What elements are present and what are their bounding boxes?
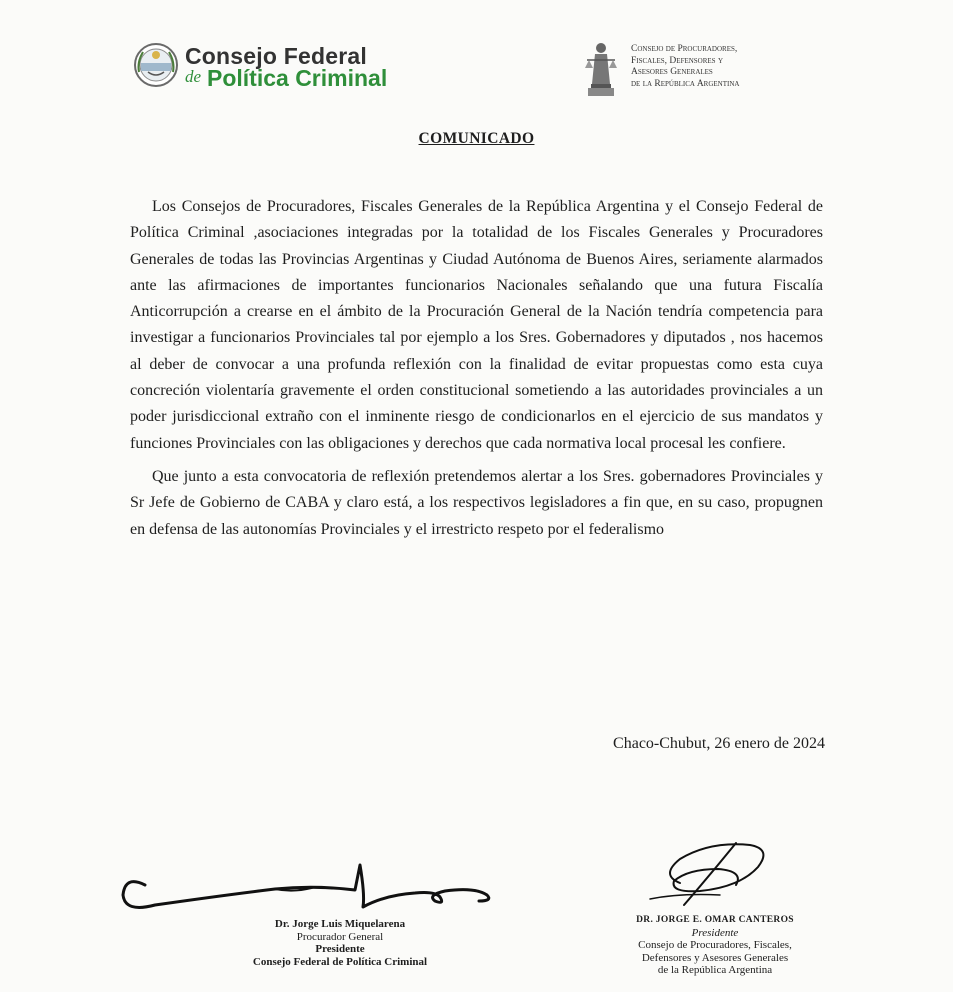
signature-left <box>220 918 460 968</box>
signature-left-graphic <box>115 855 505 920</box>
right-logo-line: Asesores Generales <box>631 67 713 77</box>
document-body <box>130 194 823 543</box>
consejo-procuradores-text <box>631 44 739 90</box>
document-title: COMUNICADO <box>418 130 535 147</box>
paragraph: Que junto a esta convocatoria de reflexión pretendemos alertar a los Sres. gobernadores Provinciales y Sr Jefe de Gobierno de CABA y claro está, a los respectivos legisladores a fin que, en su caso, propugnen en defensa de las autonomías Provinciales y el irrestricto respeto por el federalismo <box>130 467 823 538</box>
consejo-procuradores-logo <box>583 40 813 100</box>
signer-org-line: Defensores y Asesores Generales <box>641 951 789 964</box>
logo-line-1: Consejo Federal <box>185 43 367 69</box>
signer-org-line: Consejo de Procuradores, Fiscales, <box>638 939 792 951</box>
right-logo-line: Consejo de Procuradores, <box>631 44 738 54</box>
signer-title: Presidente <box>315 943 365 955</box>
logo-de: de <box>185 67 202 86</box>
signature-right <box>590 914 840 977</box>
paragraph: Los Consejos de Procuradores, Fiscales Generales de la República Argentina y el Consejo Federal de Política Criminal ,asociaciones integradas por la totalidad de los Fiscales Generales y Procuradores Generales de todas las Provincias Argentinas y Ciudad Autónoma de Buenos Aires, seriamente alarmados ante las afirmaciones de importantes funcionarios Nacionales señalando que una futura Fiscalía Anticorrupción a crearse en el ámbito de la Procuración General de la Nación tendría competencia para investigar a funcionarios Provinciales tal por ejemplo a los Sres. Gobernadores y diputados , nos hacemos al deber de convocar a una profunda reflexión con la finalidad de evitar propuestas como esta cuya concreción violentaría gravemente el orden constitucional sometiendo a las autoridades provinciales a un poder jurisdiccional extraño con el inminente riesgo de condicionarlos en el ejercicio de sus mandatos y funciones Provinciales con las obligaciones y derechos que cada normativa local procesal les confiere. <box>130 198 823 452</box>
signature-right-graphic <box>640 835 780 915</box>
right-logo-line: Fiscales, Defensores y <box>631 55 724 66</box>
place-date: Chaco-Chubut, 26 enero de 2024 <box>613 735 825 752</box>
consejo-federal-logo <box>133 40 453 92</box>
signer-org: Consejo Federal de Política Criminal <box>252 955 428 968</box>
signer-role: Procurador General <box>296 930 384 943</box>
lady-justice-icon <box>583 40 619 98</box>
signer-name: DR. JORGE E. OMAR CANTEROS <box>636 915 794 925</box>
signer-name: Dr. Jorge Luis Miquelarena <box>274 918 406 930</box>
signer-org-line: de la República Argentina <box>657 964 773 976</box>
argentina-seal-icon <box>133 42 179 88</box>
logo-line-2: Política Criminal <box>207 65 388 91</box>
signer-role: Presidente <box>691 926 739 939</box>
right-logo-line: de la República Argentina <box>631 78 740 89</box>
